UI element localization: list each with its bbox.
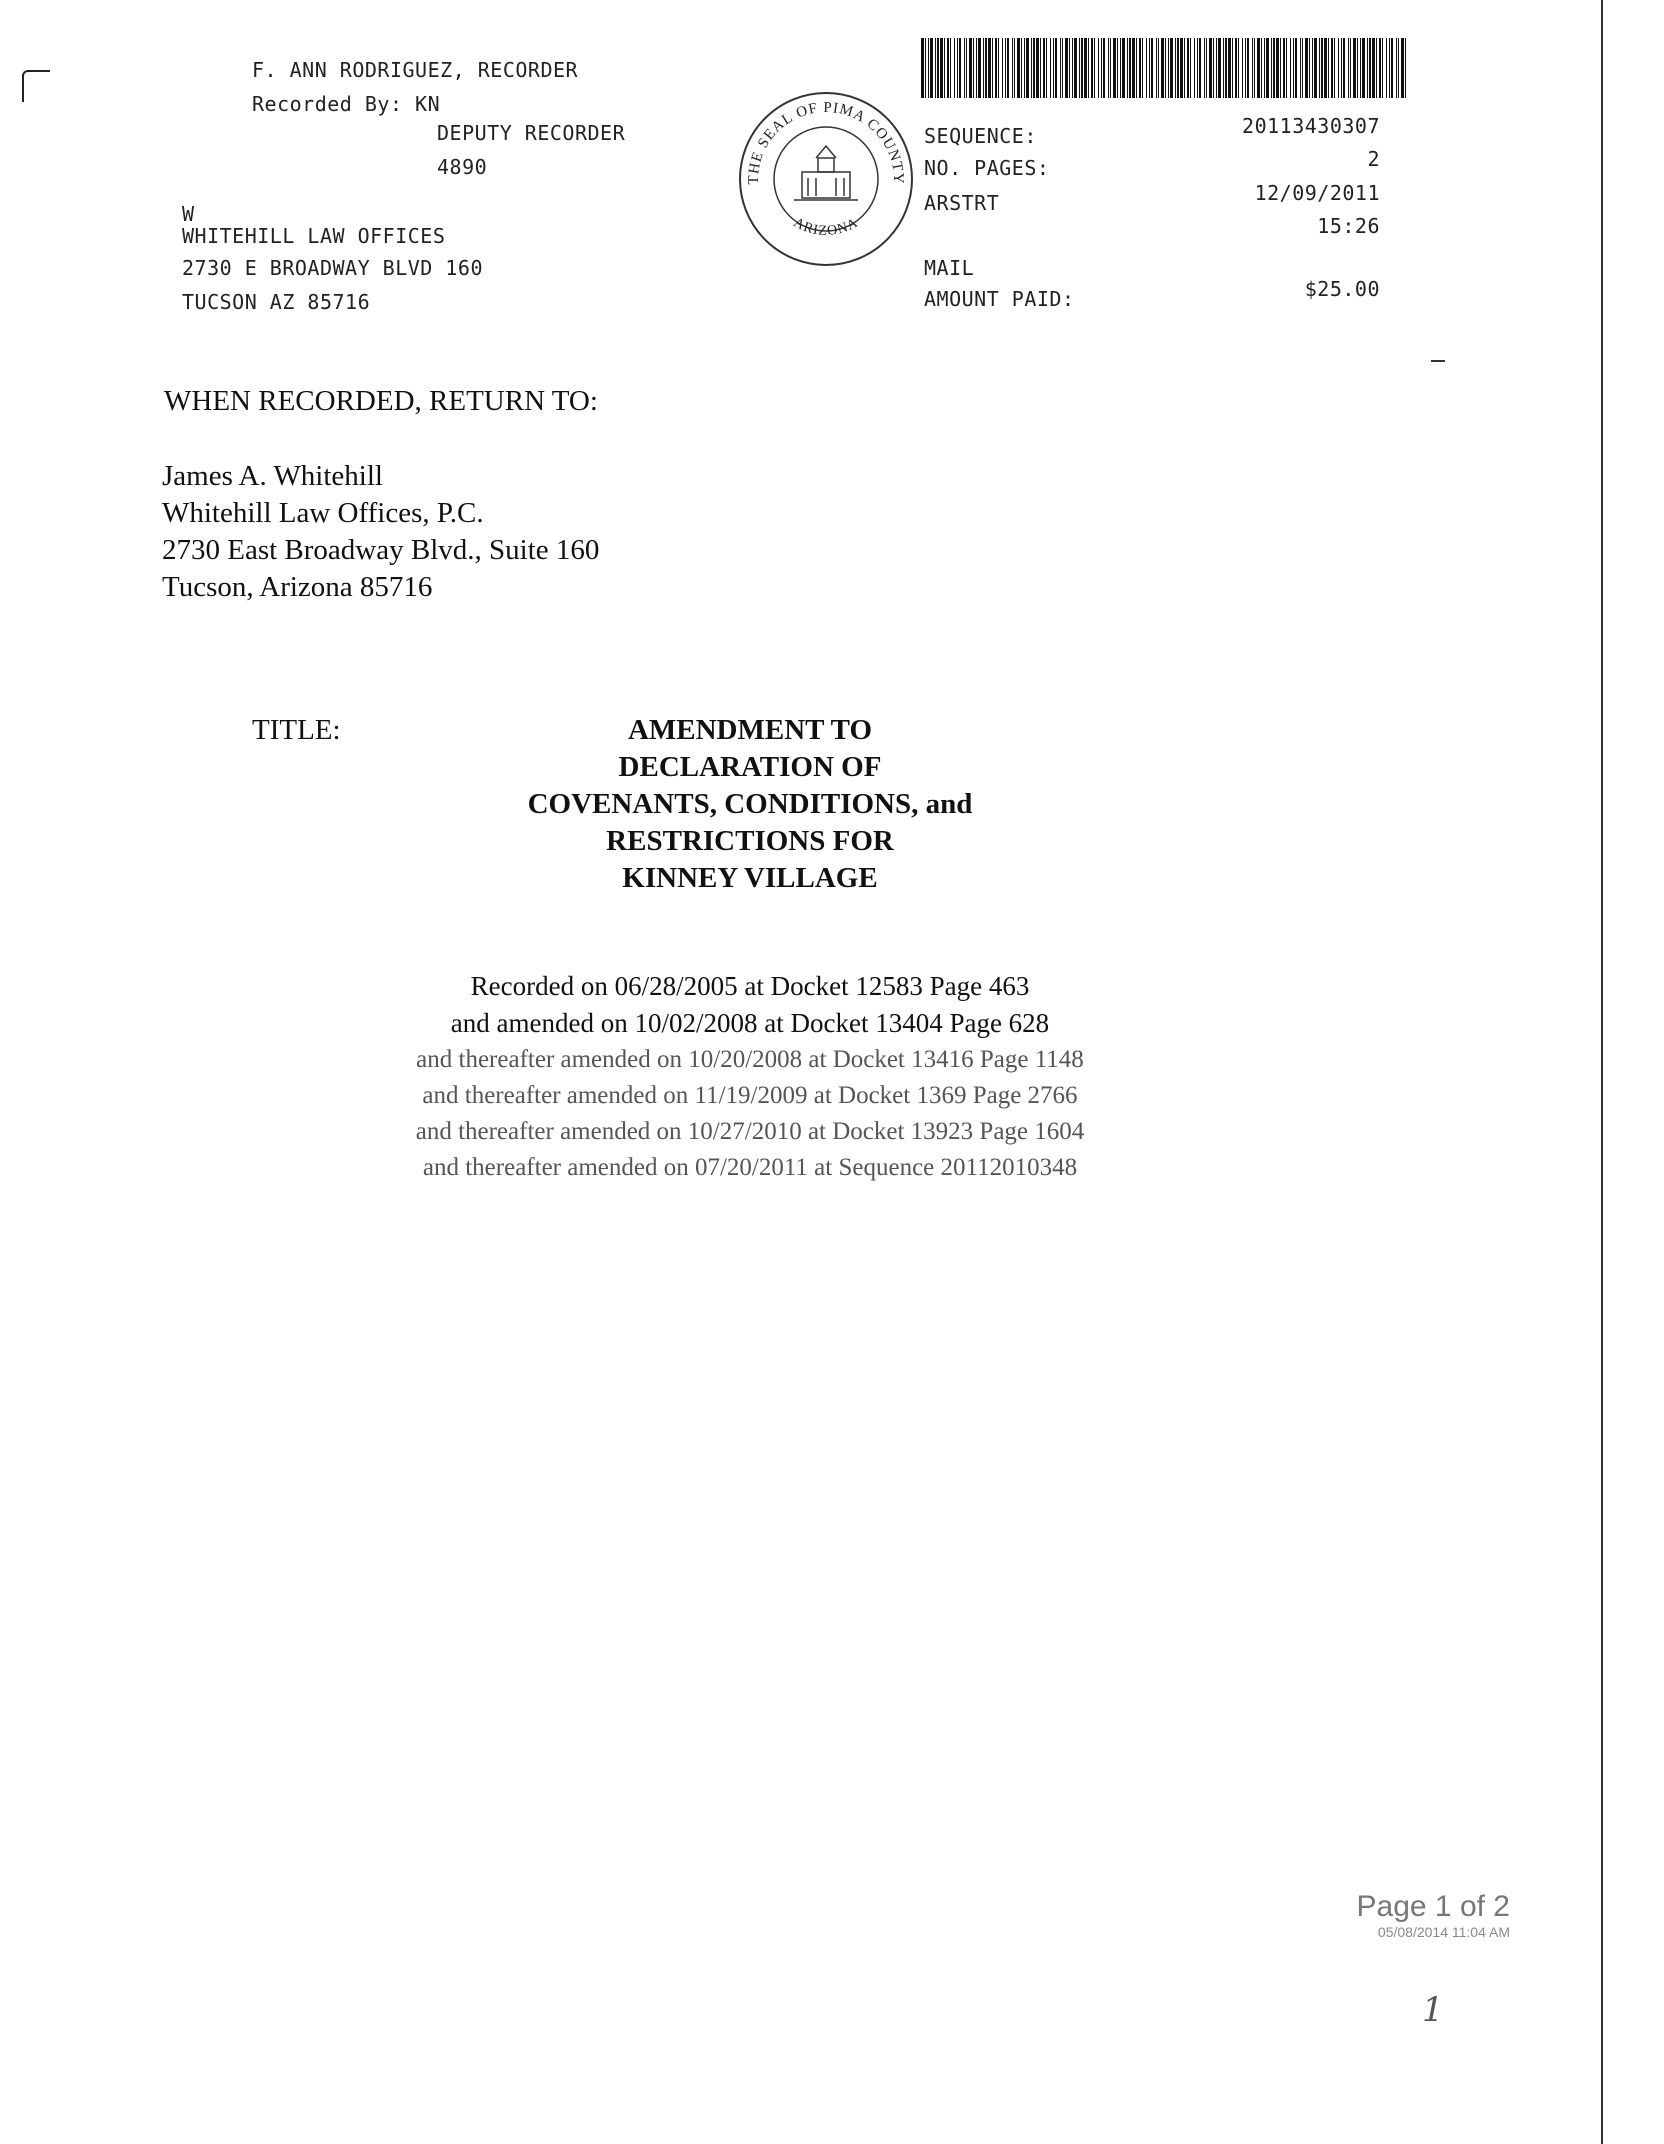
barcode-bar [985,38,987,98]
barcode-bar [1072,38,1073,98]
barcode-bar [1305,38,1308,98]
barcode-bar [1334,38,1335,98]
barcode-bar [1197,38,1198,98]
barcode-bar [1367,38,1368,98]
barcode-bar [1098,38,1099,98]
amount-value: $25.00 [1304,277,1380,301]
title-line: DECLARATION OF [618,751,882,783]
barcode-bar [1184,38,1185,98]
barcode-bar [1382,38,1383,98]
barcode-bar [1245,38,1246,98]
barcode-bar [935,38,936,98]
barcode-bar [1088,38,1089,98]
barcode-bar [1218,38,1221,98]
barcode-bar [1142,38,1143,98]
document-title [490,712,1010,897]
title-line: RESTRICTIONS FOR [606,825,894,857]
barcode-bar [1293,38,1294,98]
barcode-bar [1129,38,1131,98]
recorder-name: F. ANN RODRIGUEZ, RECORDER [252,58,579,82]
barcode-bar [1005,38,1006,98]
barcode-bar [1002,38,1003,98]
barcode-bar [1165,38,1166,98]
barcode-bar [1252,38,1253,98]
history-line: and thereafter amended on 07/20/2011 at Sequence 20112010348 [422,1154,1078,1181]
barcode-bar [1127,38,1128,98]
deputy-number: 4890 [437,155,488,179]
barcode-bar [1302,38,1303,98]
barcode-bar [1168,38,1169,98]
barcode-bar [928,38,929,98]
time-value: 15:26 [1317,214,1380,238]
barcode-bar [1146,38,1147,98]
barcode-bar [1175,38,1176,98]
barcode-bar [1362,38,1365,98]
barcode-bar [1033,38,1035,98]
barcode-bar [1031,38,1032,98]
amount-label: AMOUNT PAID: [924,287,1075,311]
barcode-bar [1398,38,1399,98]
barcode-bar [1271,38,1272,98]
barcode-bar [1190,38,1191,98]
barcode-bar [950,38,951,98]
barcode-bar [1286,38,1287,98]
type-label: ARSTRT [924,191,1000,215]
history-line: and thereafter amended on 10/27/2010 at Docket 13923 Page 1604 [415,1118,1085,1145]
barcode-bar [1257,38,1260,98]
barcode-bar [947,38,949,98]
barcode-bar [1338,38,1339,98]
barcode-bar [1228,38,1231,98]
barcode-bar [1232,38,1233,98]
barcode-bar [1110,38,1111,98]
barcode-bar [1295,38,1297,98]
barcode-bar [1283,38,1285,98]
recording-history [300,968,1200,1186]
barcode-bar [1043,38,1045,98]
barcode-bar [1024,38,1025,98]
history-line: Recorded on 06/28/2005 at Docket 12583 Page 463 [470,971,1030,1001]
barcode-bar [1376,38,1377,98]
address-line-2: 2730 E BROADWAY BLVD 160 [182,256,483,280]
barcode-bar [957,38,958,98]
barcode-bar [1187,38,1189,98]
title-line: COVENANTS, CONDITIONS, and [527,788,973,820]
barcode-bar [1396,38,1397,98]
barcode-bar [1213,38,1214,98]
page-edge-rule [1601,0,1603,2144]
barcode-bar [1149,38,1150,98]
barcode-bar [1117,38,1118,98]
barcode-bar [978,38,981,98]
barcode-bar [1046,38,1047,98]
barcode-bar [1209,38,1212,98]
barcode-bar [1122,38,1125,98]
barcode-bar [1060,38,1061,98]
county-seal [736,88,916,270]
seal-bottom-text: ARIZONA [790,215,862,240]
title-label: TITLE: [252,714,341,746]
return-to-line: James A. Whitehill [162,460,383,492]
print-timestamp: 05/08/2014 11:04 AM [1377,1924,1510,1940]
sequence-value: 20113430307 [1242,114,1380,138]
barcode-bar [1261,38,1262,98]
barcode-bar [1101,38,1102,98]
barcode-bar [1017,38,1020,98]
barcode-bar [1216,38,1217,98]
barcode-bar [1242,38,1243,98]
title-line: KINNEY VILLAGE [622,862,878,894]
barcode-bar [1312,38,1313,98]
barcode-bar [1369,38,1371,98]
barcode-bar [983,38,984,98]
return-to-heading: WHEN RECORDED, RETURN TO: [164,385,598,417]
barcode-bar [1206,38,1207,98]
date-value: 12/09/2011 [1254,181,1380,205]
pages-label: NO. PAGES: [924,156,1050,180]
barcode-bar [1360,38,1361,98]
barcode-bar [1314,38,1317,98]
barcode [921,38,1408,98]
barcode-bar [973,38,974,98]
barcode-bar [1021,38,1022,98]
barcode-bar [1266,38,1269,98]
barcode-bar [1014,38,1015,98]
barcode-bar [1103,38,1105,98]
barcode-bar [1180,38,1183,98]
barcode-bar [964,38,965,98]
return-to-line: 2730 East Broadway Blvd., Suite 160 [162,534,600,566]
recorded-by: Recorded By: KN [252,92,441,116]
barcode-bar [998,38,999,98]
title-line: AMENDMENT TO [627,714,873,746]
return-to-line: Tucson, Arizona 85716 [162,571,433,603]
barcode-bar [1120,38,1121,98]
address-line-3: TUCSON AZ 85716 [182,290,371,314]
recorder-code: W [182,202,195,226]
barcode-bar [1309,38,1310,98]
barcode-bar [1055,38,1057,98]
barcode-bar [930,38,933,98]
return-to-line: Whitehill Law Offices, P.C. [162,497,484,529]
handwritten-page-mark: 1 [1422,1990,1444,2030]
barcode-bar [1132,38,1135,98]
seal-top-text: THE SEAL OF PIMA COUNTY [745,99,907,185]
barcode-bar [1357,38,1358,98]
barcode-bar [1007,38,1009,98]
barcode-bar [1225,38,1227,98]
barcode-bar [1273,38,1275,98]
barcode-bar [1161,38,1164,98]
barcode-bar [1062,38,1063,98]
barcode-bar [1405,38,1406,98]
barcode-bar [940,38,943,98]
barcode-bar [1328,38,1329,98]
barcode-bar [1379,38,1381,98]
barcode-bar [1391,38,1393,98]
barcode-bar [1170,38,1173,98]
barcode-bar [1194,38,1195,98]
barcode-bar [954,38,955,98]
barcode-bar [1319,38,1320,98]
barcode-bar [1331,38,1333,98]
barcode-bar [1065,38,1068,98]
barcode-bar [1276,38,1279,98]
barcode-bar [1343,38,1345,98]
barcode-bar [1264,38,1265,98]
barcode-bar [1036,38,1039,98]
barcode-bar [969,38,972,98]
history-line: and thereafter amended on 11/19/2009 at Docket 1369 Page 2766 [422,1082,1078,1109]
barcode-bar [1238,38,1239,98]
barcode-bar [1290,38,1291,98]
barcode-bar [1040,38,1041,98]
seal-building-icon [794,146,858,200]
barcode-bar [944,38,945,98]
barcode-bar [1050,38,1051,98]
barcode-bar [966,38,967,98]
barcode-bar [1156,38,1157,98]
barcode-bar [1158,38,1159,98]
barcode-bar [1151,38,1153,98]
page-number: Page 1 of 2 [1356,1890,1510,1923]
barcode-bar [1139,38,1141,98]
barcode-bar [1386,38,1387,98]
barcode-bar [1069,38,1070,98]
barcode-bar [988,38,991,98]
barcode-bar [1053,38,1054,98]
barcode-bar [1324,38,1327,98]
barcode-bar [1300,38,1301,98]
barcode-bar [992,38,993,98]
barcode-bar [1353,38,1356,98]
barcode-bar [1247,38,1249,98]
return-to-address [162,458,599,606]
barcode-bar [1389,38,1390,98]
barcode-bar [959,38,961,98]
barcode-bar [1094,38,1095,98]
barcode-bar [1401,38,1404,98]
barcode-bar [1084,38,1087,98]
barcode-bar [921,38,924,98]
barcode-bar [1081,38,1083,98]
barcode-bar [1012,38,1013,98]
barcode-bar [1235,38,1237,98]
corner-bracket-mark [22,70,50,102]
barcode-bar [1341,38,1342,98]
barcode-bar [1026,38,1029,98]
barcode-bar [1091,38,1093,98]
barcode-bar [1113,38,1116,98]
barcode-bar [1372,38,1375,98]
barcode-bar [1280,38,1281,98]
sequence-label: SEQUENCE: [924,124,1037,148]
svg-text:ARIZONA [791,215,861,239]
barcode-bar [1199,38,1201,98]
barcode-bar [1136,38,1137,98]
barcode-bar [976,38,977,98]
deputy-recorder: DEPUTY RECORDER [437,121,626,145]
dash-mark [1431,360,1445,362]
barcode-bar [1321,38,1323,98]
barcode-bar [1177,38,1179,98]
barcode-bar [1223,38,1224,98]
history-line: and amended on 10/02/2008 at Docket 13404 Page 628 [450,1008,1050,1038]
barcode-bar [937,38,939,98]
barcode-bar [1079,38,1080,98]
barcode-bar [995,38,997,98]
barcode-bar [1348,38,1349,98]
barcode-bar [1204,38,1205,98]
mail-label: MAIL [924,256,975,280]
barcode-bar [1074,38,1077,98]
barcode-bar [925,38,926,98]
barcode-bar [1108,38,1109,98]
barcode-bar [1350,38,1351,98]
barcode-bar [1254,38,1255,98]
history-line: and thereafter amended on 10/20/2008 at Docket 13416 Page 1148 [416,1046,1084,1073]
pages-value: 2 [1367,147,1380,171]
address-line-1: WHITEHILL LAW OFFICES [182,224,446,248]
